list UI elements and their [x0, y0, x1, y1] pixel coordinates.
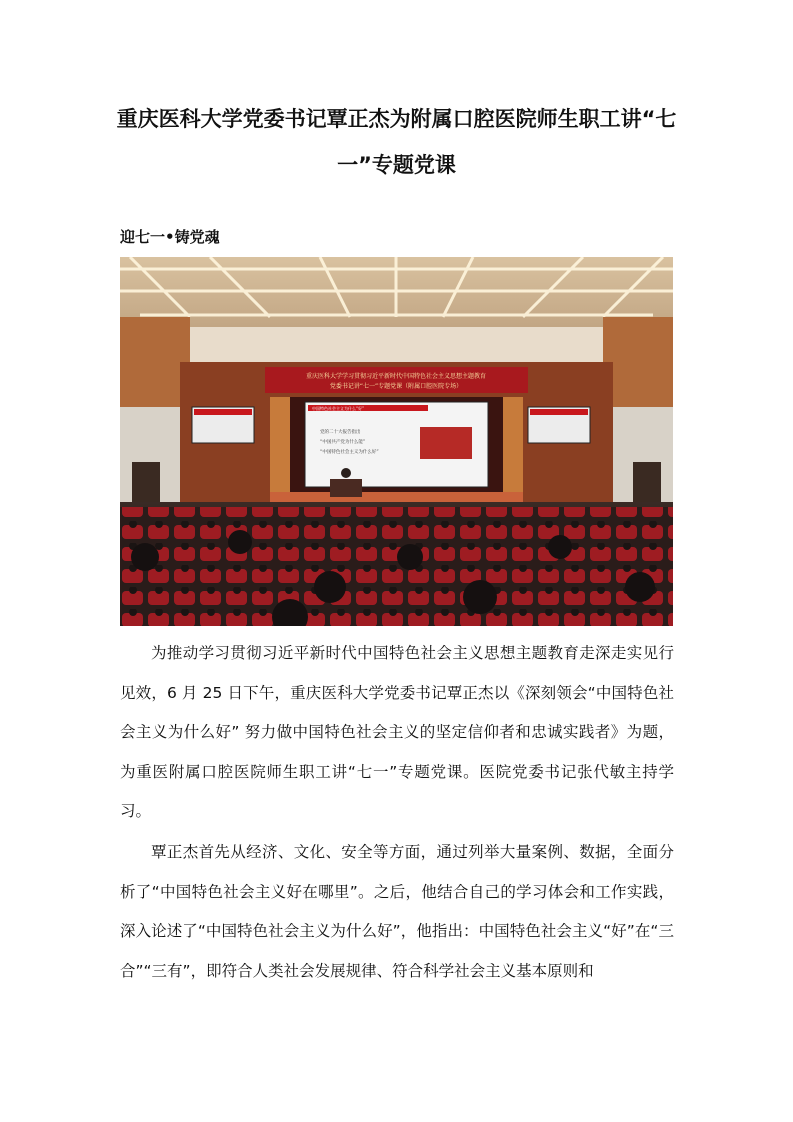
section-heading: 迎七一•铸党魂 — [120, 228, 220, 246]
article-title: 重庆医科大学党委书记覃正杰为附属口腔医院师生职工讲“七一”专题党课 — [116, 107, 677, 177]
screen-line-3: “中国特色社会主义为什么好” — [320, 450, 379, 455]
body-paragraph-1: 为推动学习贯彻习近平新时代中国特色社会主义思想主题教育走深走实见行见效，6 月 25 日下午，重庆医科大学党委书记覃正杰以《深刻领会“中国特色社会主义为什么好” 努力做中国特色社会主义的坚定信仰者和忠诚实践者》为题，为重医附属口腔医院师生职工讲“七一”专题党课。医院党委书记张代敏主持学习。 — [120, 644, 674, 820]
lecture-hall-photo — [120, 257, 673, 626]
banner-line-2: 党委书记讲“七一”专题党课（附属口腔医院专场） — [329, 383, 463, 390]
screen-line-2: “中国共产党为什么能” — [320, 440, 366, 445]
body-paragraph-2: 覃正杰首先从经济、文化、安全等方面，通过列举大量案例、数据，全面分析了“中国特色社会主义好在哪里”。之后，他结合自己的学习体会和工作实践，深入论述了“中国特色社会主义为什么好”，他指出：中国特色社会主义“好”在“三合”“三有”，即符合人类社会发展规律、符合科学社会主义基本原则和 — [120, 843, 674, 980]
screen-heading: 中国特色社会主义为什么“好” — [312, 406, 365, 411]
banner-line-1: 重庆医科大学学习贯彻习近平新时代中国特色社会主义思想主题教育 — [305, 373, 487, 380]
screen-line-1: 党的二十大报告指出 — [320, 430, 361, 435]
